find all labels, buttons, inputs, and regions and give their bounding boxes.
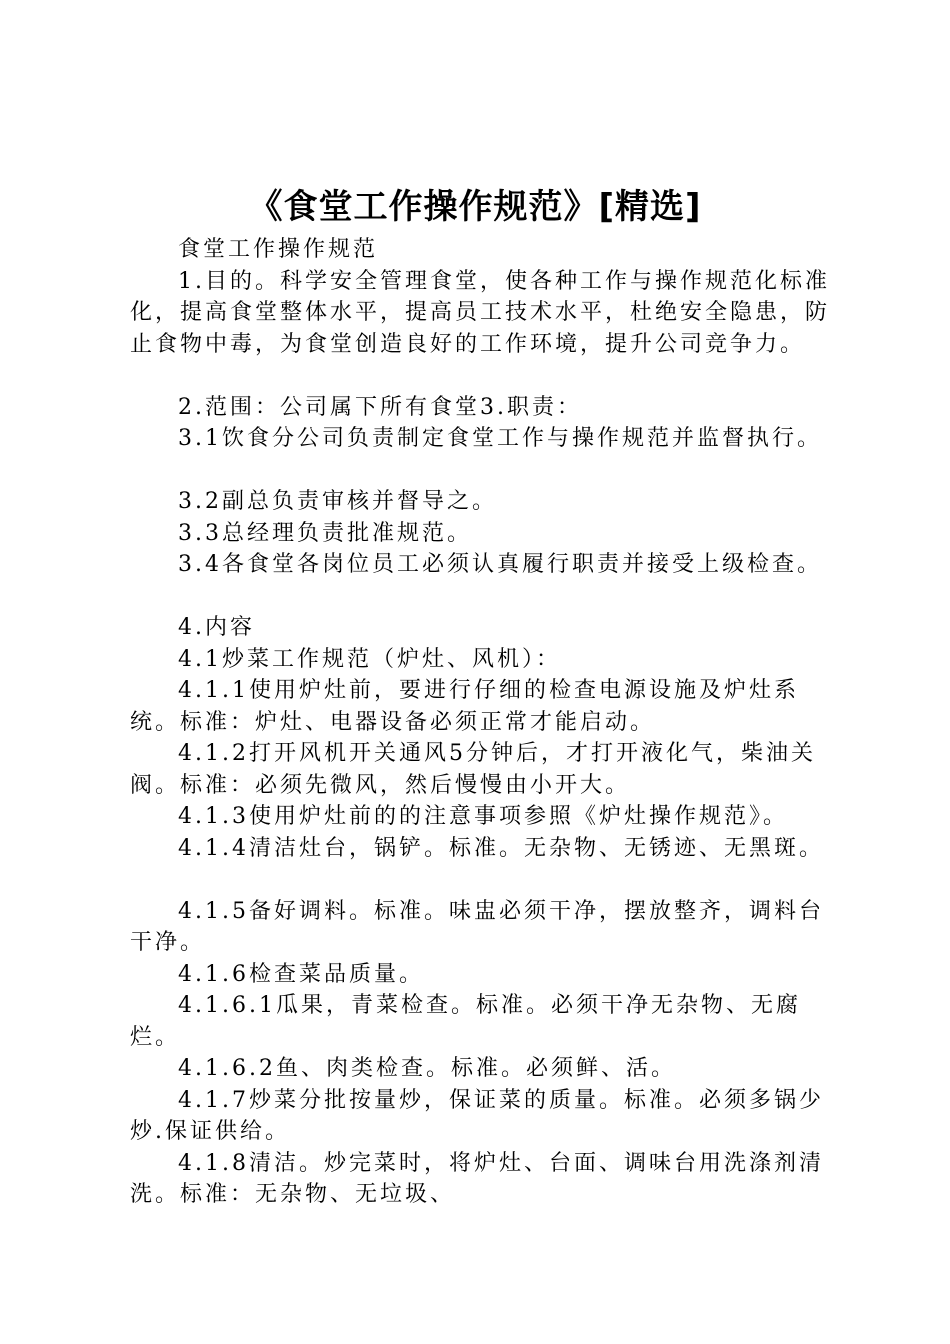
paragraph: 4.1.4清洁灶台，锅铲。标准。无杂物、无锈迹、无黑斑。 xyxy=(178,835,824,861)
paragraph: 4.1.7炒菜分批按量炒，保证菜的质量。标准。必须多锅少炒.保证供给。 xyxy=(130,1087,824,1144)
document-body xyxy=(130,234,845,1211)
paragraph: 4.1.6检查菜品质量。 xyxy=(178,961,424,987)
paragraph: 3.2副总负责审核并督导之。 xyxy=(178,489,497,514)
paragraph: 4.1.5备好调料。标准。味盅必须干净，摆放整齐，调料台干净。 xyxy=(130,898,824,955)
paragraph: 4.内容 xyxy=(178,615,255,640)
paragraph: 食堂工作操作规范 xyxy=(178,237,379,262)
paragraph: 3.1饮食分公司负责制定食堂工作与操作规范并监督执行。 xyxy=(178,426,822,451)
paragraph: 3.3总经理负责批准规范。 xyxy=(178,520,472,546)
paragraph: 4.1.3使用炉灶前的的注意事项参照《炉灶操作规范》。 xyxy=(178,804,788,829)
paragraph: 2.范围：公司属下所有食堂3.职责： xyxy=(178,394,582,420)
document-title: 《食堂工作操作规范》[精选] xyxy=(248,187,702,227)
paragraph: 4.1炒菜工作规范（炉灶、风机）： xyxy=(178,646,561,672)
paragraph: 4.1.2打开风机开关通风5分钟后，才打开液化气，柴油关阀。标准：必须先微风，然后慢慢由小开大。 xyxy=(130,741,816,798)
paragraph: 3.4各食堂各岗位员工必须认真履行职责并接受上级检查。 xyxy=(178,552,822,577)
paragraph: 4.1.6.1瓜果，青菜检查。标准。必须干净无杂物、无腐烂。 xyxy=(130,993,801,1050)
paragraph: 4.1.6.2鱼、肉类检查。标准。必须鲜、活。 xyxy=(178,1056,676,1081)
paragraph: 4.1.1使用炉灶前，要进行仔细的检查电源设施及炉灶系统。标准：炉灶、电器设备必须正常才能启动。 xyxy=(130,678,799,735)
paragraph: 4.1.8清洁。炒完菜时，将炉灶、台面、调味台用洗涤剂清洗。标准：无杂物、无垃圾、 xyxy=(130,1150,824,1207)
paragraph: 1.目的。科学安全管理食堂，使各种工作与操作规范化标准化，提高食堂整体水平，提高员工技术水平，杜绝安全隐患，防止食物中毒，为食堂创造良好的工作环境，提升公司竞争力。 xyxy=(130,268,831,357)
